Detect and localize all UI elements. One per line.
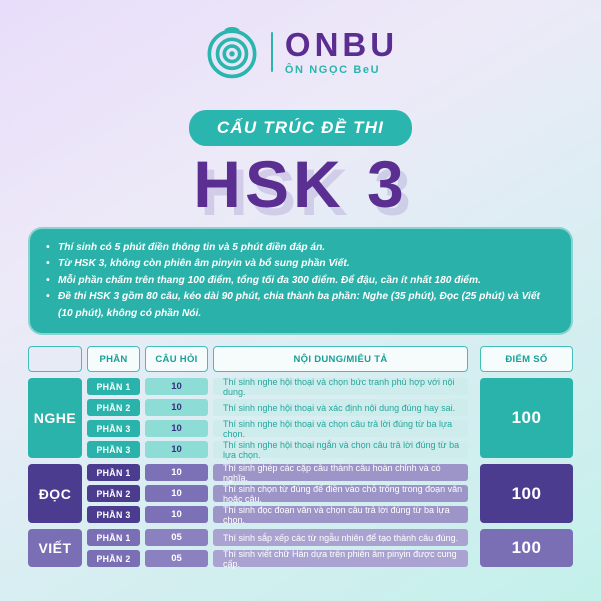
brand-subtitle: ÔN NGỌC BeU — [284, 64, 381, 76]
description-cell: Thí sinh nghe hội thoại và xác định nội dung đúng hay sai. — [213, 399, 468, 416]
part-cell: PHẦN 1 — [87, 464, 140, 481]
logo-divider — [271, 32, 273, 72]
table-section-viet — [28, 529, 573, 567]
question-count-cell: 10 — [145, 420, 208, 437]
onbu-target-icon — [203, 23, 261, 81]
section-group-label: VIẾT — [28, 529, 82, 567]
header-score: ĐIỂM SỐ — [480, 346, 573, 372]
brand-name: ONBU — [284, 26, 399, 63]
score-cell: 100 — [480, 464, 573, 523]
question-count-cell: 10 — [145, 399, 208, 416]
score-cell: 100 — [480, 529, 573, 567]
header-spacer — [28, 346, 82, 372]
table-section-doc — [28, 464, 573, 523]
score-cell: 100 — [480, 378, 573, 458]
brand-logo — [203, 22, 398, 82]
part-cell: PHẦN 1 — [87, 529, 140, 546]
page-title: HSK 3 — [193, 147, 408, 221]
exam-notes-box — [28, 227, 573, 336]
brand-text-block — [285, 28, 398, 76]
exam-structure-table — [28, 346, 573, 573]
header-content: NỘI DUNG/MIÊU TẢ — [213, 346, 468, 372]
header-questions: CÂU HỎI — [145, 346, 208, 372]
note-item: • Thí sinh có 5 phút điền thông tin và 5 phút điền đáp án. — [44, 240, 555, 257]
description-cell: Thí sinh nghe hội thoại ngắn và chọn câu trả lời đúng từ ba lựa chọn. — [213, 441, 468, 458]
question-count-cell: 10 — [145, 378, 208, 395]
part-cell: PHẦN 1 — [87, 378, 140, 395]
part-cell: PHẦN 3 — [87, 506, 140, 523]
description-cell: Thí sinh nghe hội thoại và chọn bức tranh phù hợp với nội dung. — [213, 378, 468, 395]
part-cell: PHẦN 3 — [87, 420, 140, 437]
table-section-nghe — [28, 378, 573, 458]
description-cell: Thí sinh ghép các cặp câu thành câu hoàn chỉnh và có nghĩa. — [213, 464, 468, 481]
exam-notes-list — [44, 240, 555, 323]
question-count-cell: 10 — [145, 506, 208, 523]
note-item: • Đề thi HSK 3 gồm 80 câu, kéo dài 90 phút, chia thành ba phần: Nghe (35 phút), Đọc (25 phút) và Viết (10 phút), không có phần Nói. — [44, 289, 555, 322]
banner-exam-structure: CẤU TRÚC ĐỀ THI — [189, 110, 412, 146]
note-item: • Từ HSK 3, không còn phiên âm pinyin và bổ sung phần Viết. — [44, 256, 555, 273]
section-group-label: NGHE — [28, 378, 82, 458]
question-count-cell: 05 — [145, 529, 208, 546]
table-body — [28, 378, 573, 573]
question-count-cell: 10 — [145, 464, 208, 481]
question-count-cell: 10 — [145, 485, 208, 502]
part-cell: PHẦN 2 — [87, 485, 140, 502]
note-item: • Mỗi phần chấm trên thang 100 điểm, tổng tối đa 300 điểm. Để đậu, cần ít nhất 180 điểm. — [44, 273, 555, 290]
part-cell: PHẦN 3 — [87, 441, 140, 458]
question-count-cell: 05 — [145, 550, 208, 567]
table-header-row — [28, 346, 573, 372]
header-part: PHẦN — [87, 346, 140, 372]
part-cell: PHẦN 2 — [87, 399, 140, 416]
part-cell: PHẦN 2 — [87, 550, 140, 567]
description-cell: Thí sinh nghe hội thoại và chọn câu trả lời đúng từ ba lựa chọn. — [213, 420, 468, 437]
description-cell: Thí sinh chọn từ đúng để điền vào chỗ trống trong đoạn văn hoặc câu. — [213, 485, 468, 502]
question-count-cell: 10 — [145, 441, 208, 458]
description-cell: Thí sinh sắp xếp các từ ngẫu nhiên để tạo thành câu đúng. — [213, 529, 468, 546]
description-cell: Thí sinh đọc đoạn văn và chọn câu trả lời đúng từ ba lựa chọn. — [213, 506, 468, 523]
section-group-label: ĐỌC — [28, 464, 82, 523]
description-cell: Thí sinh viết chữ Hán dựa trên phiên âm pinyin được cung cấp. — [213, 550, 468, 567]
